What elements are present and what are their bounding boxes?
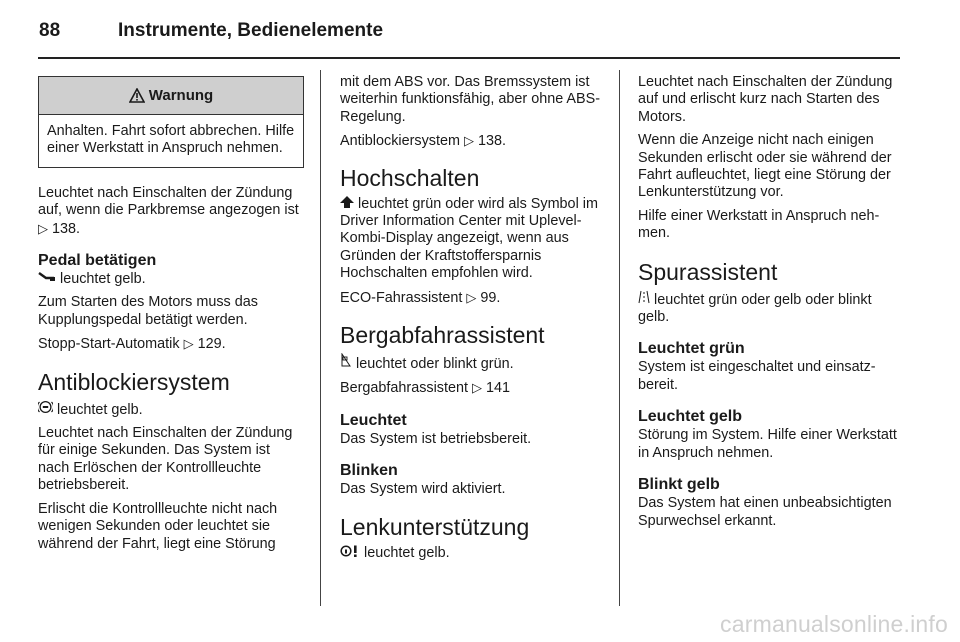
paragraph-text: Bergabfahrassistent — [340, 380, 472, 397]
paragraph-text: leuchtet grün oder gelb oder blinkt gelb. — [638, 291, 872, 326]
paragraph: Erlischt die Kontrollleuchte nicht nach wenigen Sekunden oder leuchtet sie während der Fahrt, liegt eine Störung — [38, 500, 278, 552]
page-header — [0, 0, 960, 64]
reference-arrow-icon: ▷ — [472, 380, 482, 396]
paragraph — [340, 353, 606, 373]
column-right — [638, 74, 904, 536]
paragraph-text: leuchtet gelb. — [53, 401, 143, 418]
section-heading-leuchtet-gelb: Leuchtet gelb — [638, 408, 743, 426]
section-heading-lenkunterstuetzung: Lenkunterstützung — [340, 513, 530, 540]
warning-text: Anhalten. Fahrt sofort abbrechen. Hilfe einer Werkstatt in Anspruch nehmen. — [47, 123, 295, 157]
column-divider — [619, 70, 620, 606]
paragraph: Leuchtet nach Einschalten der Zündung auf und erlischt kurz nach Starten des Motors. — [638, 74, 893, 125]
page-reference[interactable]: 99. — [480, 289, 501, 306]
paragraph-text: Stopp-Start-Automatik — [38, 336, 184, 353]
reference-arrow-icon: ▷ — [466, 289, 477, 305]
section-heading-leuchtet: Leuchtet — [340, 411, 407, 429]
warning-box — [38, 76, 304, 168]
paragraph: Störung im System. Hilfe einer Werkstatt in Anspruch nehmen. — [638, 427, 897, 461]
paragraph: Das System ist betriebsbereit. — [340, 430, 532, 447]
page-reference[interactable]: 138. — [477, 133, 506, 150]
paragraph — [340, 379, 606, 397]
column-left — [38, 74, 304, 559]
paragraph — [340, 132, 606, 150]
section-heading-hochschalten: Hochschalten — [340, 164, 480, 191]
page-reference[interactable]: 141 — [486, 380, 511, 397]
paragraph-text: Leuchtet nach Einschalten der Zündung auf, wenn die Parkbremse angezogen ist — [38, 184, 299, 219]
reference-arrow-icon: ▷ — [38, 220, 48, 236]
lane-assist-icon — [638, 290, 650, 304]
reference-arrow-icon: ▷ — [463, 133, 474, 149]
paragraph: Das System hat einen unbeabsichtigten Spurwechsel erkannt. — [638, 495, 892, 529]
abs-icon — [38, 400, 53, 414]
chapter-title: Instrumente, Bedienelemente — [118, 20, 384, 41]
section-heading-leuchtet-gruen: Leuchtet grün — [638, 340, 745, 358]
paragraph-text: ECO-Fahrassistent — [340, 289, 467, 306]
paragraph: System ist eingeschaltet und einsatzbereit. — [638, 359, 876, 393]
warning-triangle-icon — [129, 88, 145, 103]
paragraph: Leuchtet nach Einschalten der Zündung für einige Sekunden. Das System ist nach Erlöschen der Kontrollleuchte betriebsbereit. — [38, 425, 293, 494]
paragraph: mit dem ABS vor. Das Bremssystem ist weiterhin funktionsfähig, aber ohne ABS-Regelung. — [340, 74, 600, 125]
paragraph — [340, 545, 606, 562]
section-heading-pedal: Pedal betätigen — [38, 252, 157, 270]
steering-fault-icon — [340, 545, 360, 557]
paragraph — [38, 335, 304, 353]
upshift-arrow-icon — [340, 196, 354, 208]
warning-title: Warnung — [148, 87, 214, 104]
paragraph — [340, 196, 606, 283]
paragraph: Zum Starten des Motors muss das Kupplungspedal betätigt werden. — [38, 294, 258, 328]
header-rule — [38, 57, 900, 59]
section-heading-blinkt-gelb: Blinkt gelb — [638, 476, 720, 494]
paragraph: Hilfe einer Werkstatt in Anspruch nehmen. — [638, 207, 880, 242]
paragraph-text: leuchtet gelb. — [360, 544, 450, 561]
section-heading-bergabfahrassistent: Bergabfahrassistent — [340, 322, 545, 349]
reference-arrow-icon: ▷ — [183, 336, 194, 352]
section-heading-blinken: Blinken — [340, 462, 398, 480]
warning-body — [39, 115, 303, 167]
column-middle — [340, 74, 606, 568]
page-number: 88 — [39, 20, 61, 41]
section-heading-spurassistent: Spurassistent — [638, 258, 778, 285]
paragraph-text: leuchtet gelb. — [56, 271, 146, 288]
column-divider — [320, 70, 321, 606]
watermark: carmanualsonline.info — [720, 611, 948, 637]
hill-descent-icon — [340, 353, 352, 368]
page-reference[interactable]: 129. — [197, 336, 226, 353]
section-heading-abs: Antiblockiersystem — [38, 368, 230, 395]
paragraph — [38, 400, 304, 419]
paragraph — [638, 290, 904, 327]
paragraph-text: Antiblockiersystem — [340, 133, 464, 150]
paragraph: Das System wird aktiviert. — [340, 481, 506, 498]
paragraph: Wenn die Anzeige nicht nach einigen Sekunden erlischt oder sie während der Fahrt aufleuchtet, liegt eine Störung der Lenkunterstützung vor. — [638, 132, 892, 201]
paragraph — [38, 185, 304, 238]
paragraph-text: leuchtet oder blinkt grün. — [352, 356, 514, 373]
paragraph — [340, 289, 606, 307]
warning-header — [39, 77, 303, 115]
page-reference[interactable]: 138. — [52, 220, 81, 237]
clutch-pedal-icon — [38, 271, 56, 283]
paragraph-text: leuchtet grün oder wird als Symbol im Driver Information Center mit Uplevel-Kombi-Display angezeigt, wenn aus Gründen der Kraftstoffersparnis Hochschalten empfohlen wird. — [340, 195, 598, 282]
paragraph — [38, 271, 304, 288]
